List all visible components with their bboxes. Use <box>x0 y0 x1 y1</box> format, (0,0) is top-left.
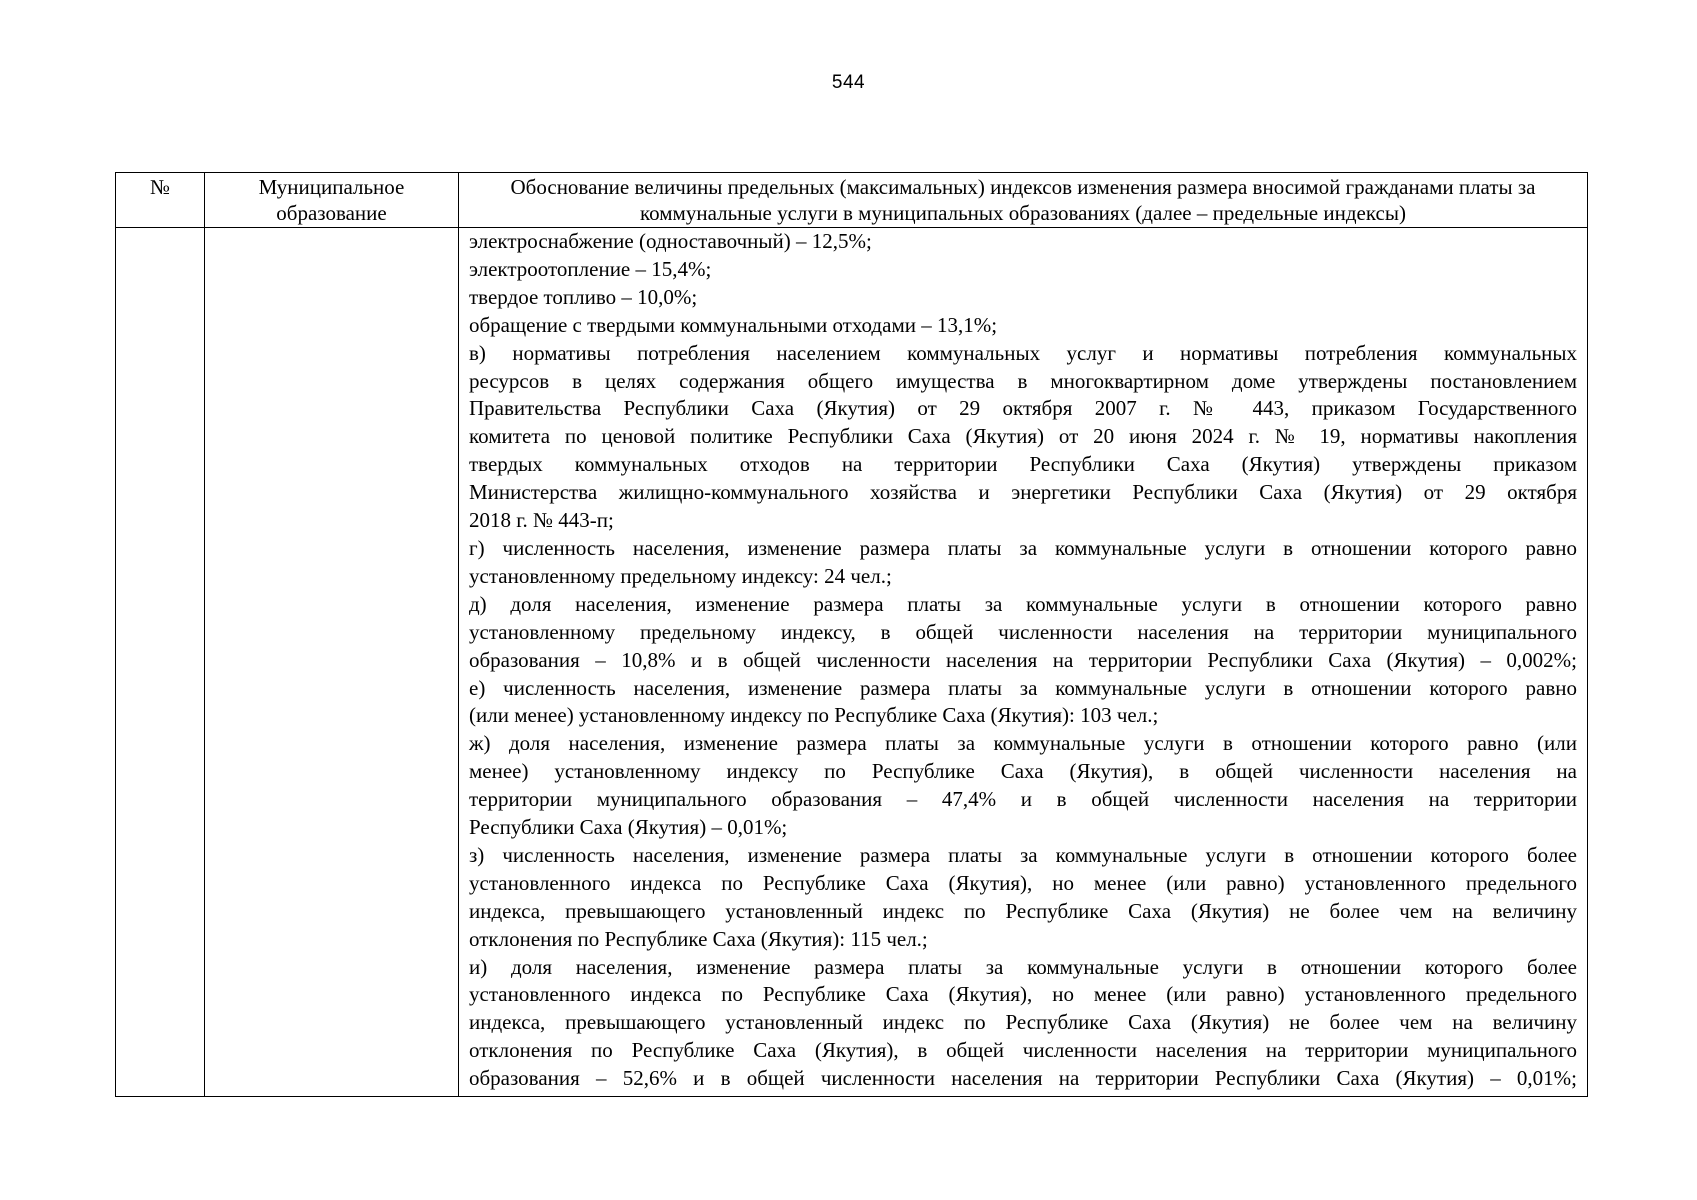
text-line: Правительства Республики Саха (Якутия) от 29 октября 2007 г. № 443, приказом Государственного <box>469 396 1577 421</box>
text-line: обращение с твердыми коммунальными отходами – 13,1%; <box>469 312 998 337</box>
text-line: г) численность населения, изменение размера платы за коммунальные услуги в отношении которого равно <box>469 535 1577 560</box>
text-line: в) нормативы потребления населением коммунальных услуг и нормативы потребления коммунальных <box>469 340 1577 365</box>
table-header-row <box>116 173 1588 228</box>
header-municipality: Муниципальное образование <box>205 173 459 228</box>
text-line: (или менее) установленному индексу по Республике Саха (Якутия): 103 чел.; <box>469 703 1159 728</box>
text-line: электроснабжение (одноставочный) – 12,5%; <box>469 229 872 253</box>
text-line: установленного индекса по Республике Саха (Якутия), но менее (или равно) установленного предельного <box>469 870 1577 895</box>
text-line: комитета по ценовой политике Республики Саха (Якутия) от 20 июня 2024 г. № 19, нормативы накопления <box>469 424 1577 449</box>
text-line: менее) установленному индексу по Республике Саха (Якутия), в общей численности населения на <box>469 759 1577 784</box>
cell-municipality <box>205 228 459 1097</box>
cell-justification <box>459 228 1588 1097</box>
cell-number <box>116 228 205 1097</box>
text-line: индекса, превышающего установленный индекс по Республике Саха (Якутия) не более чем на величину <box>469 1010 1577 1035</box>
text-line: твердых коммунальных отходов на территории Республики Саха (Якутия) утверждены приказом <box>469 452 1577 477</box>
text-line: ж) доля населения, изменение размера платы за коммунальные услуги в отношении которого равно (или <box>469 731 1577 756</box>
text-line: 2018 г. № 443-п; <box>469 508 614 533</box>
text-line: и) доля населения, изменение размера платы за коммунальные услуги в отношении которого более <box>469 954 1577 979</box>
text-line: установленного индекса по Республике Саха (Якутия), но менее (или равно) установленного предельного <box>469 982 1577 1007</box>
text-line: образования – 52,6% и в общей численности населения на территории Республики Саха (Якутия) – 0,01%; <box>469 1066 1577 1091</box>
text-line: е) численность населения, изменение размера платы за коммунальные услуги в отношении которого равно <box>469 675 1577 700</box>
text-line: отклонения по Республике Саха (Якутия), в общей численности населения на территории муниципального <box>469 1038 1577 1063</box>
text-line: Министерства жилищно-коммунального хозяйства и энергетики Республики Саха (Якутия) от 29 октября <box>469 480 1577 505</box>
text-line: образования – 10,8% и в общей численности населения на территории Республики Саха (Якутия) – 0,002%; <box>469 647 1577 672</box>
text-line: з) численность населения, изменение размера платы за коммунальные услуги в отношении которого более <box>469 842 1577 867</box>
text-line: установленному предельному индексу: 24 чел.; <box>469 563 892 588</box>
text-line: ресурсов в целях содержания общего имущества в многоквартирном доме утверждены постановлением <box>469 368 1577 393</box>
text-line: электроотопление – 15,4%; <box>469 256 712 281</box>
text-line: индекса, превышающего установленный индекс по Республике Саха (Якутия) не более чем на величину <box>469 898 1577 923</box>
text-line: отклонения по Республике Саха (Якутия): 115 чел.; <box>469 926 928 951</box>
table-row <box>116 228 1588 1097</box>
text-line: установленному предельному индексу, в общей численности населения на территории муниципального <box>469 619 1577 644</box>
text-line: Республики Саха (Якутия) – 0,01%; <box>469 815 788 840</box>
text-line: твердое топливо – 10,0%; <box>469 284 698 309</box>
text-line: территории муниципального образования – 47,4% и в общей численности населения на территории <box>469 787 1577 812</box>
text-line: д) доля населения, изменение размера платы за коммунальные услуги в отношении которого равно <box>469 591 1577 616</box>
page-number: 544 <box>831 72 866 93</box>
header-number: № <box>116 173 205 228</box>
header-justification: Обоснование величины предельных (максимальных) индексов изменения размера вносимой гражданами платы за коммунальные услуги в муниципальных образованиях (далее – предельные индексы) <box>459 173 1588 228</box>
justification-table <box>115 172 1588 1097</box>
